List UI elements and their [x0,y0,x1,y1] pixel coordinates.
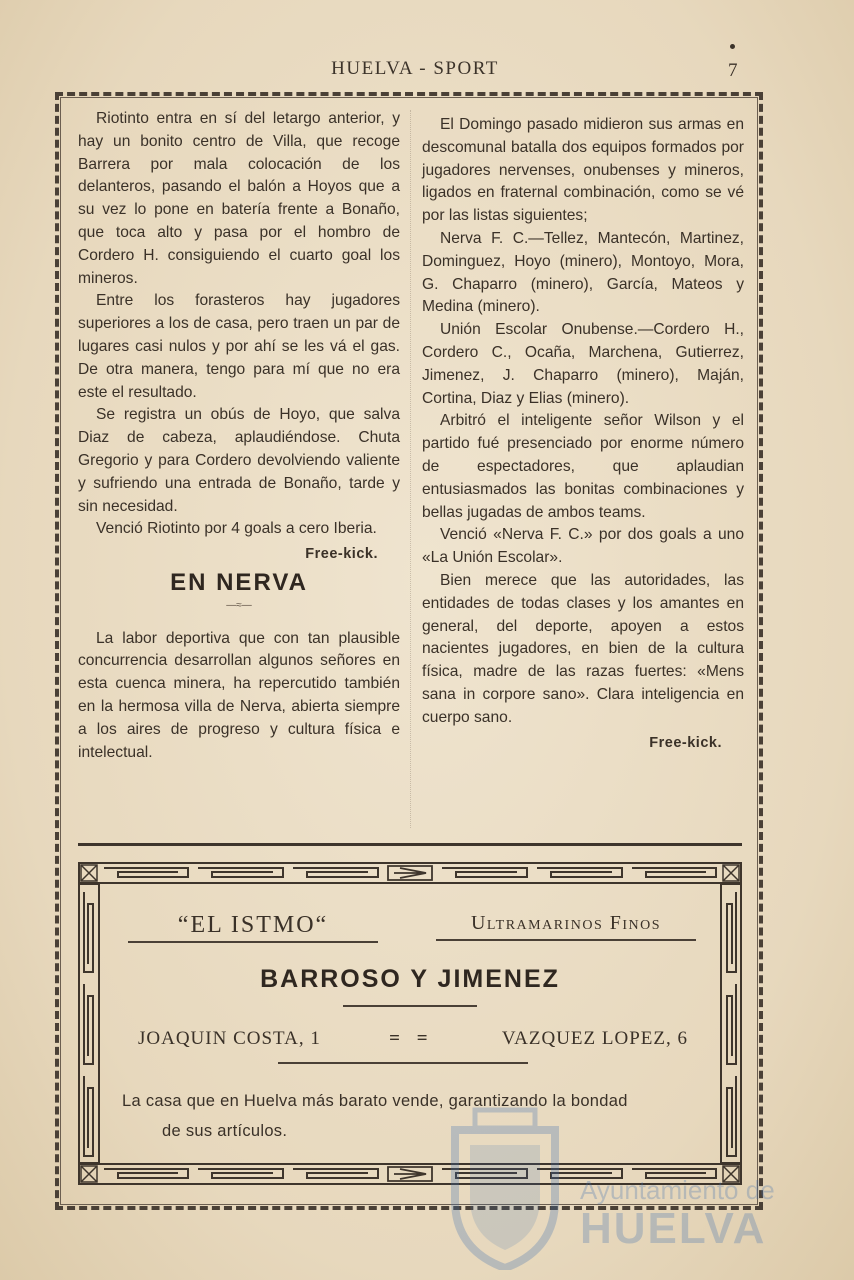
watermark-line: Ayuntamiento de [580,1175,775,1205]
paragraph: La labor deportiva que con tan plausible concurrencia desarrollan algunos señores en esta cuenca minera, ha repercutido también en la hermosa villa de Nerva, abierta siempre a los aires de progreso y cultura física e intelectual. [78,629,400,761]
section-ornament: —≈— [226,599,252,611]
archive-watermark [440,1100,780,1280]
page-number: 7 [728,60,738,81]
section-rule [78,843,742,846]
paragraph: Arbitró el inteligente señor Wilson y el partido fué presenciado por enorme número de espectadores, que aplaudian entusiasmados las bonitas combinaciones y bellas jugadas de ambos teams. [422,412,744,521]
ad-divider [278,1062,528,1064]
paragraph: Bien merece que las autoridades, las entidades de todas clases y los amantes en general, del deporte, apoyen a estos nacientes jugadores, en bien de la cultura física, madre de las razas fuertes: «Mens sana in corpore sano». Clara inteligencia en cuerpo sano. [422,571,744,726]
ad-company-name: BARROSO Y JIMENEZ [260,965,560,993]
section-title: EN NERVA [170,568,308,596]
ad-slogan-line: de sus artículos. [162,1122,288,1140]
paragraph: Se registra un obús de Hoyo, que salva Diaz de cabeza, aplaudiéndose. Chuta Gregorio y para Cordero devolviendo valiente y sufriendo una entrada de Bonaño, tarde y sin necesidad. [78,406,400,515]
greek-key-border-left [78,884,100,1163]
paragraph: Venció Riotinto por 4 goals a cero Iberia. [96,520,377,538]
masthead: HUELVA - SPORT [331,58,499,79]
column-separator [410,110,411,828]
ad-address-right: VAZQUEZ LOPEZ, 6 [501,1028,688,1049]
signature: Free-kick. [649,734,722,751]
paragraph: El Domingo pasado midieron sus armas en descomunal batalla dos equipos formados por jugadores nervenses, onubenses y mineros, ligados en fraternal combinación, como se vé por las listas siguientes; [422,116,744,225]
signature: Free-kick. [305,546,378,563]
watermark-line: HUELVA [580,1204,767,1253]
right-column [422,114,744,754]
greek-key-border-top [78,862,742,884]
ad-shop-type: Ultramarinos Finos [436,912,696,941]
paragraph: Riotinto entra en sí del letargo anterior, y hay un bonito centro de Villa, que recoge Barrera por mala colocación de los delanteros, pasando el balón a Hoyos que a su vez lo pone en batería frente a Bonaño, que toca alto y pasa por el hombro de Cordero H. consiguiendo el cuarto goal los mineros. [78,110,400,287]
ad-divider [343,1005,477,1007]
paragraph: Unión Escolar Onubense.—Cordero H., Cordero C., Ocaña, Marchena, Gutierrez, Jimenez, J. Chaparro (minero), Maján, Cortina, Diaz y Elias (minero). [422,321,744,407]
ad-addresses [138,1028,688,1050]
ad-address-left: JOAQUIN COSTA, 1 [138,1028,321,1049]
paragraph: Entre los forasteros hay jugadores superiores a los de casa, pero traen un par de lugares casi nulos y por ahí se les vá el gas. De otra manera, tengo para mí que no era este el resultado. [78,292,400,401]
ad-shop-name: “EL ISTMO“ [128,912,378,943]
ad-address-separator: = = [389,1028,434,1049]
ad-slogan-line: La casa que en Huelva más barato vende, garantizando la bondad [122,1092,628,1110]
paragraph: Nerva F. C.—Tellez, Mantecón, Martinez, Dominguez, Hoyo (minero), Montoyo, Mora, G. Chaparro (minero), García, Mateos y Medina (minero). [422,229,744,316]
paragraph: Venció «Nerva F. C.» por dos goals a uno «La Unión Escolar». [422,526,744,567]
left-column [78,108,400,764]
ink-dot [730,44,735,49]
coat-of-arms-icon [440,1100,570,1270]
